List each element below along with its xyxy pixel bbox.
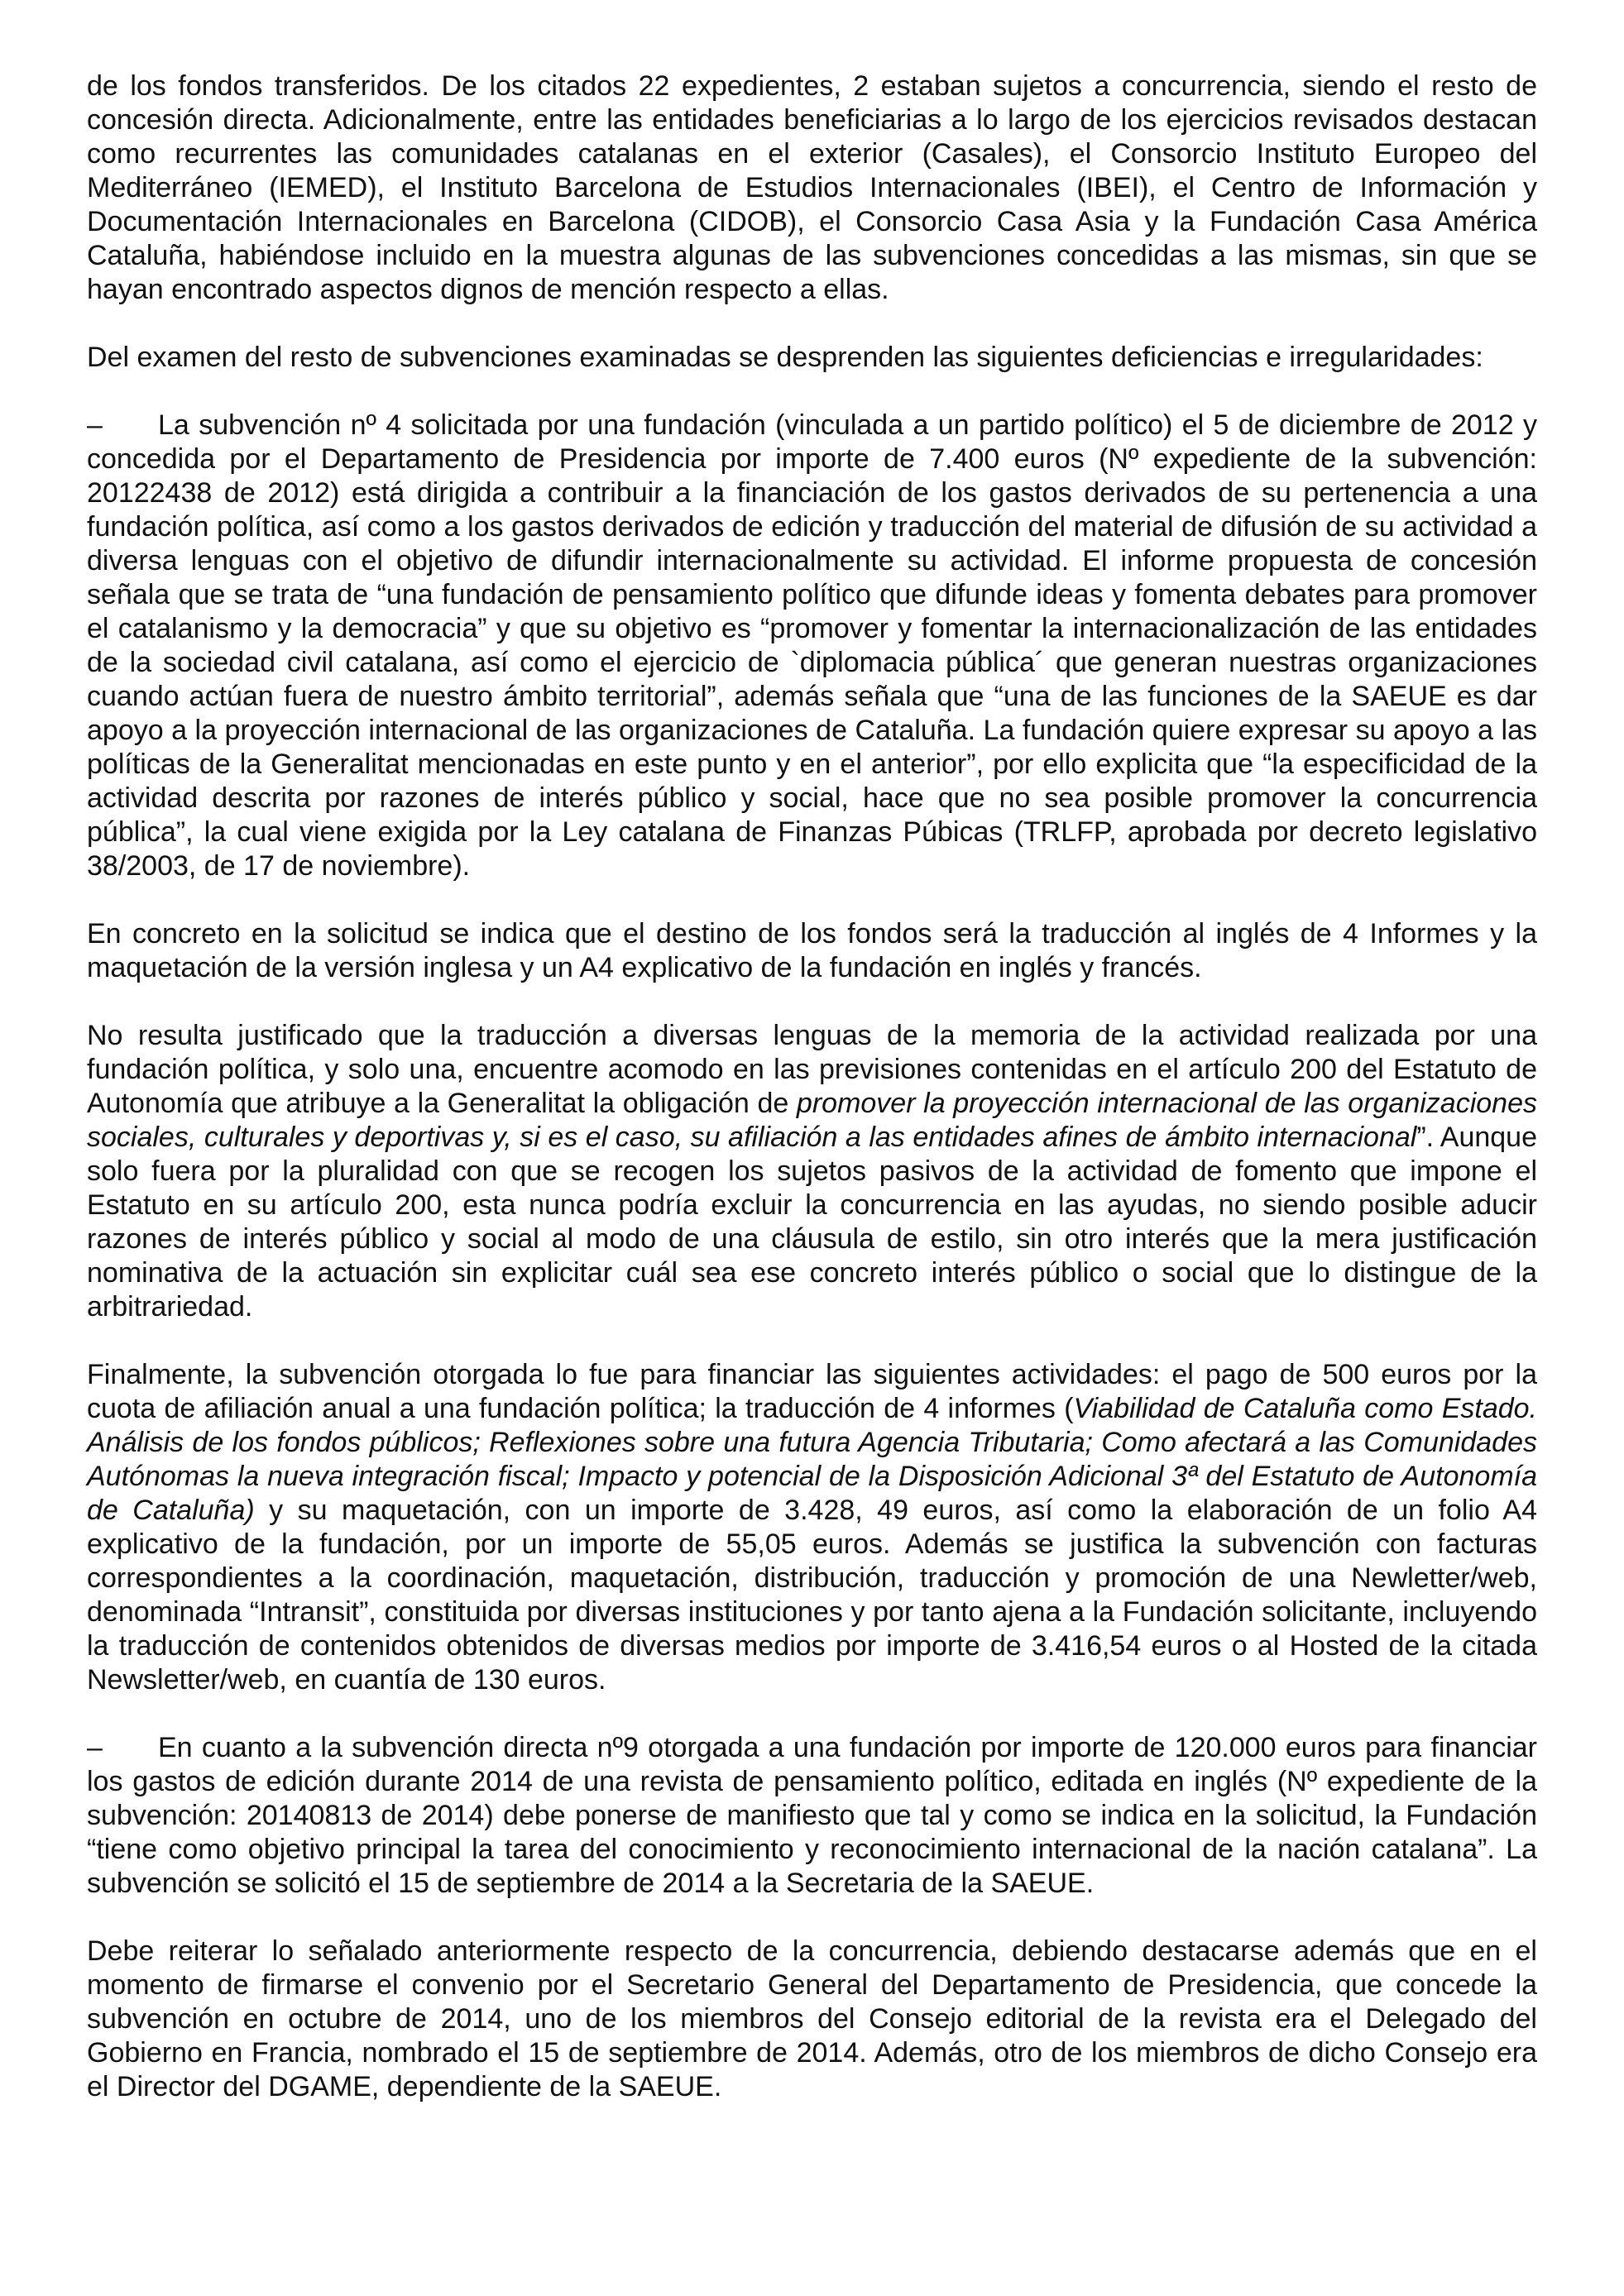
paragraph-text: Finalmente, la subvención otorgada lo fue para financiar las siguientes actividades: el pago de 500 euros por la cuota de afiliación anual a una fundación política; la traducción de 4 informes ( — [87, 1359, 1537, 1424]
paragraph-concurrencia — [87, 1935, 1537, 2104]
paragraph-text: ”. Aunque solo fuera por la pluralidad con que se recogen los sujetos pasivos de la actividad de fomento que impone el Estatuto en su artículo 200, esta nunca podría excluir la concurrencia en las ayudas, no siendo posible aducir razones de interés público y social al modo de una cláusula de estilo, sin otro interés que la mera justificación nominativa de la actuación sin explicitar cuál sea ese concreto interés público o social que lo distingue de la arbitrariedad. — [87, 1122, 1537, 1323]
paragraph-italic-quote: promover la proyección internacional de las organizaciones sociales, culturales y deportivas y, si es el caso, su afiliación a las entidades afines de ámbito internacional — [87, 1088, 1537, 1153]
paragraph-deficiencies-intro — [87, 341, 1537, 375]
paragraph-text: Del examen del resto de subvenciones examinadas se desprenden las siguientes deficiencias e irregularidades: — [87, 342, 1483, 373]
list-item-subvencion-9 — [87, 1731, 1537, 1901]
dash-bullet: – — [87, 1732, 103, 1763]
paragraph-text: Debe reiterar lo señalado anteriormente respecto de la concurrencia, debiendo destacarse además que en el momento de firmarse el convenio por el Secretario General del Departamento de Presidencia, que concede la subvención en octubre de 2014, uno de los miembros del Consejo editorial de la revista era el Delegado del Gobierno en Francia, nombrado el 15 de septiembre de 2014. Además, otro de los miembros de dicho Consejo era el Director del DGAME, dependiente de la SAEUE. — [87, 1935, 1537, 2102]
paragraph-destino-fondos — [87, 917, 1537, 985]
list-item-subvencion-4 — [87, 409, 1537, 883]
paragraph-italic-report-titles: Viabilidad de Cataluña como Estado. Análisis de los fondos públicos; Reflexiones sobre una futura Agencia Tributaria; Como afectará a las Comunidades Autónomas la nueva integración fiscal; Impacto y potencial de la Disposición Adicional 3ª del Estatuto de Autonomía de Cataluña) — [87, 1393, 1537, 1526]
paragraph-text: En cuanto a la subvención directa nº9 otorgada a una fundación por importe de 120.000 euros para financiar los gastos de edición durante 2014 de una revista de pensamiento político, editada en inglés (Nº expediente de la subvención: 20140813 de 2014) debe ponerse de manifiesto que tal y como se indica en la solicitud, la Fundación “tiene como objetivo principal la tarea del conocimiento y reconocimiento internacional de la nación catalana”. La subvención se solicitó el 15 de septiembre de 2014 a la Secretaria de la SAEUE. — [87, 1732, 1537, 1899]
paragraph-text: En concreto en la solicitud se indica que el destino de los fondos será la traducción al inglés de 4 Informes y la maquetación de la versión inglesa y un A4 explicativo de la fundación en inglés y francés. — [87, 918, 1537, 983]
paragraph-text: No resulta justificado que la traducción a diversas lenguas de la memoria de la actividad realizada por una fundación política, y solo una, encuentre acomodo en las previsiones contenidas en el artículo 200 del Estatuto de Autonomía que atribuye a la Generalitat la obligación de — [87, 1020, 1537, 1119]
dash-bullet: – — [87, 409, 103, 441]
paragraph-actividades-financiadas — [87, 1358, 1537, 1697]
paragraph-text: y su maquetación, con un importe de 3.428, 49 euros, así como la elaboración de un folio A4 explicativo de la fundación, por un importe de 55,05 euros. Además se justifica la subvención con facturas correspondientes a la coordinación, maquetación, distribución, traducción y promoción de una Newletter/web, denominada “Intransit”, constituida por diversas instituciones y por tanto ajena a la Fundación solicitante, incluyendo la traducción de contenidos obtenidos de diversas medios por importe de 3.416,54 euros o al Hosted de la citada Newsletter/web, en cuantía de 130 euros. — [87, 1495, 1538, 1696]
paragraph-estatuto-200 — [87, 1019, 1537, 1324]
document-page — [87, 69, 1537, 2104]
paragraph-text: de los fondos transferidos. De los citados 22 expedientes, 2 estaban sujetos a concurrencia, siendo el resto de concesión directa. Adicionalmente, entre las entidades beneficiarias a lo largo de los ejercicios revisados destacan como recurrentes las comunidades catalanas en el exterior (Casales), el Consorcio Instituto Europeo del Mediterráneo (IEMED), el Instituto Barcelona de Estudios Internacionales (IBEI), el Centro de Información y Documentación Internacionales en Barcelona (CIDOB), el Consorcio Casa Asia y la Fundación Casa América Cataluña, habiéndose incluido en la muestra algunas de las subvenciones concedidas a las mismas, sin que se hayan encontrado aspectos dignos de mención respecto a ellas. — [87, 70, 1537, 305]
paragraph-text: La subvención nº 4 solicitada por una fundación (vinculada a un partido político) el 5 de diciembre de 2012 y concedida por el Departamento de Presidencia por importe de 7.400 euros (Nº expediente de la subvención: 20122438 de 2012) está dirigida a contribuir a la financiación de los gastos derivados de su pertenencia a una fundación política, así como a los gastos derivados de edición y traducción del material de difusión de su actividad a diversa lenguas con el objetivo de difundir internacionalmente su actividad. El informe propuesta de concesión señala que se trata de “una fundación de pensamiento político que difunde ideas y fomenta debates para promover el catalanismo y la democracia” y que su objetivo es “promover y fomentar la internacionalización de las entidades de la sociedad civil catalana, así como el ejercicio de `diplomacia pública´ que generan nuestras organizaciones cuando actúan fuera de nuestro ámbito territorial”, además señala que “una de las funciones de la SAEUE es dar apoyo a la proyección internacional de las organizaciones de Cataluña. La fundación quiere expresar su apoyo a las políticas de la Generalitat mencionadas en este punto y en el anterior”, por ello explicita que “la especificidad de la actividad descrita por razones de interés público y social, hace que no sea posible promover la concurrencia pública”, la cual viene exigida por la Ley catalana de Finanzas Púbicas (TRLFP, aprobada por decreto legislativo 38/2003, de 17 de noviembre). — [87, 409, 1537, 882]
paragraph-funds-transferred — [87, 69, 1537, 307]
